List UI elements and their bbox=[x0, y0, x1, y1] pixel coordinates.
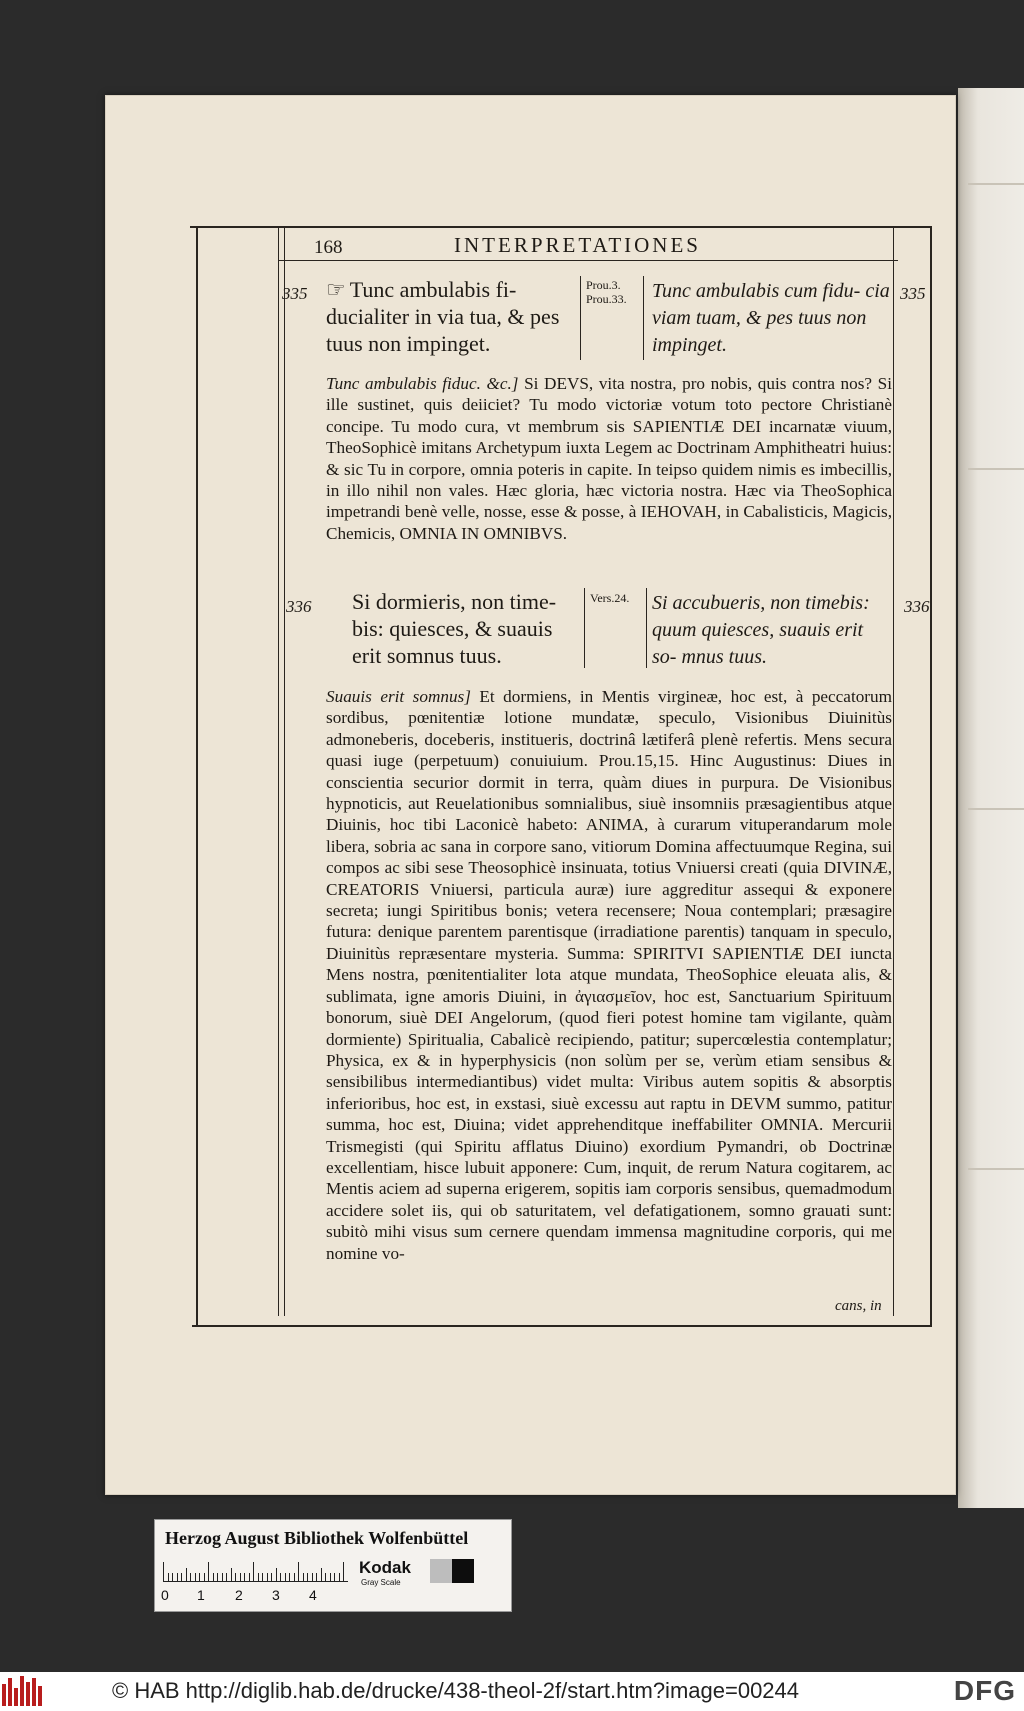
commentary-lead: Tunc ambulabis fiduc. &c.] bbox=[326, 374, 519, 393]
frame-right-outer bbox=[930, 226, 932, 1326]
frame-left-inner-2 bbox=[284, 226, 285, 1316]
verse-336-translation: Si accubueris, non timebis: quum quiesces, suauis erit so- mnus tuus. bbox=[652, 592, 870, 668]
kodak-logo: Kodak bbox=[359, 1558, 411, 1577]
verse-335-divider bbox=[580, 276, 581, 360]
ruler-tick bbox=[213, 1573, 214, 1582]
ruler-tick bbox=[285, 1573, 286, 1582]
pointing-hand-icon: ☞ bbox=[326, 277, 346, 302]
ruler-tick bbox=[231, 1568, 232, 1582]
ruler-tick bbox=[217, 1573, 218, 1582]
logo-bar bbox=[38, 1686, 42, 1706]
ruler-tick bbox=[186, 1568, 187, 1582]
ruler-tick bbox=[316, 1573, 317, 1582]
ruler-tick bbox=[208, 1562, 209, 1582]
verse-335-vulgate-text: Tunc ambulabis fi- ducialiter in via tua, & pes tuus non impinget. bbox=[326, 277, 560, 356]
ruler-tick bbox=[298, 1562, 299, 1582]
ruler-tick bbox=[168, 1573, 169, 1582]
ruler-tick bbox=[289, 1573, 290, 1582]
verse-336-commentary bbox=[326, 686, 892, 1298]
ruler-tick bbox=[204, 1573, 205, 1582]
ruler-tick bbox=[253, 1562, 254, 1582]
verse-336-vulgate: Si dormieris, non time- bis: quiesces, & suauis erit somnus tuus. bbox=[352, 589, 557, 668]
verse-336-refs: Vers.24. bbox=[590, 591, 630, 605]
frame-left-inner bbox=[278, 226, 279, 1316]
ruler-tick bbox=[294, 1573, 295, 1582]
scale-number: 4 bbox=[309, 1587, 317, 1603]
ruler-tick bbox=[181, 1573, 182, 1582]
catch-word: cans, in bbox=[835, 1298, 882, 1314]
footer-bar bbox=[0, 1672, 1024, 1711]
ruler-tick bbox=[312, 1573, 313, 1582]
ruler-tick bbox=[321, 1568, 322, 1582]
ruler-tick bbox=[177, 1573, 178, 1582]
commentary-lead: Suauis erit somnus] bbox=[326, 687, 471, 706]
verse-335-vulgate bbox=[326, 276, 578, 357]
frame-bottom-rule bbox=[192, 1325, 932, 1327]
frame-left-outer bbox=[196, 226, 198, 1326]
page-number: 168 bbox=[314, 237, 343, 258]
ruler-tick bbox=[339, 1573, 340, 1582]
verse-336-divider-2 bbox=[646, 588, 647, 668]
scale-number: 0 bbox=[161, 1587, 169, 1603]
verse-335-divider-2 bbox=[643, 276, 644, 360]
commentary-text: Et dormiens, in Mentis virgineæ, hoc est, à peccatorum sordibus, pœnitentiæ lotione mundatæ, speculo, Visionibus Diuinitùs admoneberis, doceberis, institueris, doctrinâ lætiferâ plenè refertis. Mens secura quasi iuge (perpetuum) conuiuium. Prou.15,15. Hinc Augustinus: Diues in conscientia securior dormit in terra, quàm diues in purpura. De Visionibus hypnoticis, aut Reuelationibus somnialibus, siuè insomniis præsagientibus atque Diuinis, hoc tibi Laconicè habeto: ANIMA, à curarum vituperandarum mole libera, sobria ac sana in corpore sano, vitiorum Domina affectuumque Regina, sui compos ac sibi sese Theosophicè insinuata, totius Vniuersi creati (quia DIVINÆ, CREATORIS Vniuersi, particula auræ) iure aggreditur assequi & exponere secreta; iungi Spiritibus bonis; vetera recensere; Noua contemplari; præsagire futura: denique parentem parentisque (irradiatione parentis) tanquam in speculo, Diuinitùs repræsentare mysteria. Summa: SPIRITVI SAPIENTIÆ DEI iuncta Mens nostra, pœnitentialiter lota atque mundata, TheoSophice eleuata alis, & sublimata, igne amoris Diuini, in ἀγιασμεῖον, hoc est, Sanctuarium Spirituum bonorum, siuè DEI Angelorum, (quod fieri potest homine tam vigilante, quàm dormiente) Spiritualia, Cabalicè recipiendo, patitur; supercœlestia contemplatur; Physica, ex & in hyperphysicis (non solùm per se, verùm etiam sensibus & sensibilibus intermediantibus) videt multa: Viribus autem sopitis & absorptis inferioribus, hoc est, in exstasi, siuè excessu aut raptu in DEVM summo, patitur summa, hoc est, Diuina; videt apprehenditque ineffabiliter OMNIA. Mercurii Trismegisti (qui Spiritu afflatus Diuino) exordium Pymandri, ob Doctrinæ excellentiam, hisce lubuit apponere: Cum, inquit, de rerum Natura cogitarem, ac Mentis aciem ad superna erigerem, sopitis iam corporis sensibus, quemadmodum accidere solet iis, qui ob saturitatem, vel defatigationem, somno grauati sunt: subitò mihi visus sum cernere quendam immensa magnitudine corporis, qui me nomine vo- bbox=[326, 687, 892, 1263]
frame-right-inner bbox=[893, 226, 894, 1316]
ruler-tick bbox=[226, 1573, 227, 1582]
verse-335-commentary bbox=[326, 373, 892, 563]
ruler-tick bbox=[307, 1573, 308, 1582]
ruler-tick bbox=[267, 1573, 268, 1582]
ruler-tick bbox=[334, 1573, 335, 1582]
logo-bar bbox=[8, 1678, 12, 1706]
logo-bar bbox=[32, 1678, 36, 1706]
ruler-tick bbox=[249, 1573, 250, 1582]
ruler-tick bbox=[258, 1573, 259, 1582]
ruler-tick bbox=[276, 1568, 277, 1582]
grey-swatch bbox=[430, 1559, 452, 1583]
verse-number-left: 336 bbox=[286, 597, 312, 616]
scale-ruler bbox=[163, 1560, 348, 1582]
next-page-edge bbox=[958, 88, 1024, 1508]
ruler-tick bbox=[280, 1573, 281, 1582]
running-title: INTERPRETATIONES bbox=[454, 233, 701, 257]
verse-335-refs: Prou.3. Prou.33. bbox=[586, 278, 627, 306]
verse-335-translation: Tunc ambulabis cum fidu- cia viam tuam, & pes tuus non impinget. bbox=[652, 280, 890, 356]
library-label bbox=[154, 1519, 512, 1612]
scale-number: 3 bbox=[272, 1587, 280, 1603]
ruler-tick bbox=[172, 1573, 173, 1582]
footer-url[interactable]: © HAB http://diglib.hab.de/drucke/438-theol-2f/start.htm?image=00244 bbox=[112, 1678, 800, 1703]
verse-number-right: 336 bbox=[904, 597, 930, 616]
logo-bar bbox=[20, 1676, 24, 1706]
logo-bar bbox=[2, 1684, 6, 1706]
hab-logo-icon bbox=[2, 1676, 46, 1706]
verse-number-left: 335 bbox=[282, 284, 308, 303]
ruler-tick bbox=[190, 1573, 191, 1582]
ruler-tick bbox=[271, 1573, 272, 1582]
verse-336-divider bbox=[584, 588, 585, 668]
commentary-text: Si DEVS, vita nostra, pro nobis, quis contra nos? Si ille sustinet, quis deiiciet? Tu modo victoriæ votum toto pectore Christianè concipe. Tu modo cura, vt membrum sis SAPIENTIÆ DEI incarnatæ viuum, TheoSophicè imitans Archetypum iuxta Legem ac Doctrinam Amphitheatri huius: & sic Tu in corpore, omnia poteris in capite. In teipso quidem nimis es imbecillis, in illo nihil non vales. Hæc gloria, hæc victoria nostra. Hæc via TheoSophica impetrandi benè velle, nosse, esse & posse, à IEHOVAH, in Cabalisticis, Magicis, Chemicis, OMNIA IN OMNIBVS. bbox=[326, 374, 892, 543]
ruler-tick bbox=[325, 1573, 326, 1582]
verse-number-right: 335 bbox=[900, 284, 926, 303]
black-swatch bbox=[452, 1559, 474, 1583]
dfg-logo: DFG bbox=[953, 1675, 1016, 1706]
ruler-tick bbox=[235, 1573, 236, 1582]
logo-bar bbox=[26, 1682, 30, 1706]
ruler-tick bbox=[240, 1573, 241, 1582]
frame-top-rule bbox=[190, 226, 932, 228]
gray-scale-caption: Gray Scale bbox=[361, 1578, 401, 1587]
frame-top-rule-inner bbox=[278, 260, 898, 261]
scale-number: 1 bbox=[197, 1587, 205, 1603]
ruler-tick bbox=[330, 1573, 331, 1582]
scale-number: 2 bbox=[235, 1587, 243, 1603]
logo-bar bbox=[14, 1688, 18, 1706]
ruler-tick bbox=[303, 1573, 304, 1582]
ruler-tick bbox=[343, 1562, 344, 1582]
label-title: Herzog August Bibliothek Wolfenbüttel bbox=[165, 1528, 469, 1548]
ruler-tick bbox=[262, 1573, 263, 1582]
ruler-tick bbox=[244, 1573, 245, 1582]
ruler-tick bbox=[222, 1573, 223, 1582]
ruler-tick bbox=[195, 1573, 196, 1582]
ruler-tick bbox=[199, 1573, 200, 1582]
ruler-tick bbox=[163, 1562, 164, 1582]
